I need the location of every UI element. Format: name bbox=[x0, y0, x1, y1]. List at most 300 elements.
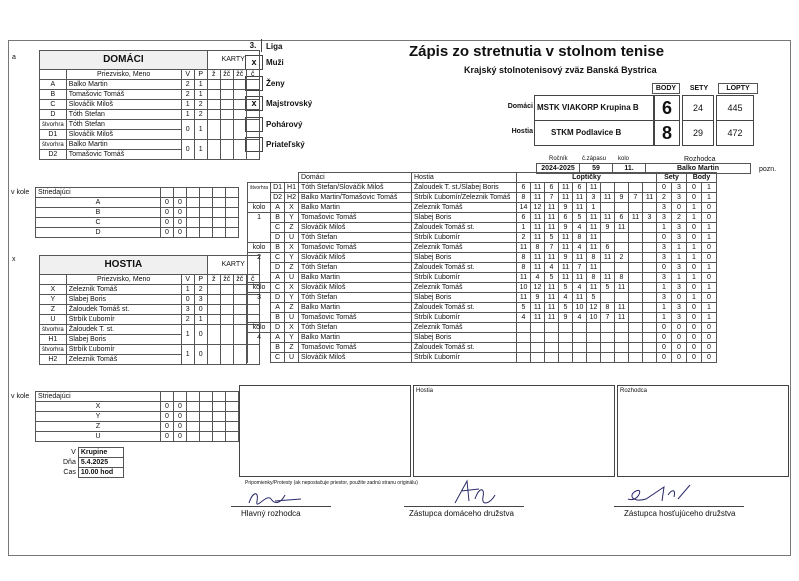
game-ball-score bbox=[628, 243, 642, 253]
game-points-home: 1 bbox=[686, 273, 701, 283]
game-round: kolo bbox=[248, 243, 271, 253]
sub-losses: 0 bbox=[174, 422, 187, 432]
card-cell bbox=[246, 100, 259, 110]
game-ball-score: 11 bbox=[572, 273, 586, 283]
game-points-home: 0 bbox=[686, 353, 701, 363]
game-round: štvorhra bbox=[248, 183, 271, 193]
game-ball-score: 8 bbox=[586, 273, 600, 283]
game-home-code: D bbox=[271, 263, 285, 273]
notes-box-rozhodca bbox=[617, 385, 789, 477]
game-ball-score: 11 bbox=[544, 253, 558, 263]
card-cell bbox=[233, 80, 246, 90]
corner-a-label: a bbox=[12, 54, 16, 61]
game-ball-score: 11 bbox=[558, 273, 572, 283]
game-row bbox=[248, 223, 717, 233]
game-home-code: C bbox=[271, 353, 285, 363]
player-letter: A bbox=[40, 80, 67, 90]
game-row bbox=[248, 193, 717, 203]
card-cell bbox=[200, 198, 213, 208]
game-sets-home: 3 bbox=[656, 203, 671, 213]
game-ball-score bbox=[586, 333, 600, 343]
games-header-sety: Sety bbox=[656, 173, 686, 183]
home_panel-name-header: Priezvisko, Meno bbox=[66, 70, 181, 80]
card-cell bbox=[200, 432, 213, 442]
game-home-player: Tomašovic Tomáš bbox=[298, 343, 411, 353]
game-home-player: Tóth Štefan bbox=[298, 293, 411, 303]
card-cell bbox=[200, 208, 213, 218]
game-sets-away: 3 bbox=[671, 303, 686, 313]
games-header-lopticky: Loptičky bbox=[516, 173, 656, 183]
game-ball-score bbox=[558, 333, 572, 343]
game-ball-score: 6 bbox=[572, 183, 586, 193]
game-ball-score: 11 bbox=[558, 243, 572, 253]
player-name: Tomašovic Tomáš bbox=[66, 90, 181, 100]
sub-losses: 0 bbox=[174, 198, 187, 208]
game-round: 4 bbox=[248, 333, 271, 343]
card-cell bbox=[220, 295, 233, 305]
game-ball-score bbox=[516, 353, 530, 363]
game-ball-score: 12 bbox=[530, 203, 544, 213]
sub-losses: 0 bbox=[174, 208, 187, 218]
home_panel-karty: KARTY bbox=[207, 51, 259, 70]
cislo-value: 59 bbox=[580, 164, 613, 174]
game-ball-score: 5 bbox=[544, 273, 558, 283]
game-ball-score: 11 bbox=[628, 213, 642, 223]
game-row bbox=[248, 203, 717, 213]
games-header-body: Body bbox=[686, 173, 716, 183]
card-cell bbox=[233, 295, 246, 305]
doubles-name-1: Balko Martin bbox=[66, 140, 181, 150]
game-row bbox=[248, 253, 717, 263]
away_panel-card-header-2: žč bbox=[233, 275, 246, 285]
card-cell bbox=[213, 208, 226, 218]
game-ball-score: 10 bbox=[516, 283, 530, 293]
game-away-code: Y bbox=[285, 213, 299, 223]
doubles-row bbox=[40, 140, 260, 150]
game-ball-score: 7 bbox=[544, 243, 558, 253]
doubles-row bbox=[40, 345, 260, 355]
game-ball-score bbox=[600, 183, 614, 193]
game-sets-away: 1 bbox=[671, 243, 686, 253]
game-ball-score bbox=[530, 333, 544, 343]
game-points-away: 0 bbox=[701, 273, 716, 283]
game-sets-away: 0 bbox=[671, 203, 686, 213]
game-points-away: 0 bbox=[701, 333, 716, 343]
card-cell bbox=[220, 315, 233, 325]
game-ball-score: 11 bbox=[642, 193, 656, 203]
player-losses: 0 bbox=[194, 305, 207, 315]
home_panel-title: DOMÁCI bbox=[40, 51, 208, 70]
player-row bbox=[40, 100, 260, 110]
doubles-wins: 1 bbox=[181, 325, 194, 345]
game-ball-score: 8 bbox=[516, 263, 530, 273]
game-sets-home: 3 bbox=[656, 253, 671, 263]
game-away-code: U bbox=[285, 273, 299, 283]
home-signature bbox=[449, 477, 499, 507]
away-balls: 472 bbox=[716, 120, 754, 146]
game-row bbox=[248, 313, 717, 323]
home-team-box bbox=[534, 95, 654, 121]
sub-wins: 0 bbox=[161, 218, 174, 228]
game-home-player: Balko Martin bbox=[298, 273, 411, 283]
game-away-player: Žaloudek Tomáš st. bbox=[411, 223, 516, 233]
game-points-away: 1 bbox=[701, 303, 716, 313]
player-letter: D bbox=[40, 110, 67, 120]
sig-label-away: Zástupca hosťujúceho družstva bbox=[624, 509, 736, 518]
game-away-code: X bbox=[285, 283, 299, 293]
game-ball-score bbox=[586, 323, 600, 333]
game-ball-score bbox=[586, 343, 600, 353]
category-check-3[interactable]: x bbox=[245, 96, 263, 111]
game-ball-score: 4 bbox=[572, 223, 586, 233]
card-cell bbox=[220, 345, 233, 365]
game-ball-score bbox=[628, 313, 642, 323]
card-cell bbox=[233, 285, 246, 295]
game-sets-home: 1 bbox=[656, 303, 671, 313]
game-ball-score bbox=[628, 283, 642, 293]
player-wins: 2 bbox=[181, 315, 194, 325]
game-ball-score: 6 bbox=[614, 213, 628, 223]
game-points-home: 0 bbox=[686, 233, 701, 243]
game-ball-score bbox=[600, 293, 614, 303]
game-ball-score: 5 bbox=[558, 303, 572, 313]
away-sets: 29 bbox=[682, 120, 714, 146]
corner-x-label: x bbox=[12, 256, 16, 263]
game-ball-score bbox=[628, 303, 642, 313]
game-ball-score: 10 bbox=[586, 313, 600, 323]
game-ball-score bbox=[600, 343, 614, 353]
game-ball-score: 11 bbox=[544, 203, 558, 213]
game-away-code: Y bbox=[285, 333, 299, 343]
card-cell bbox=[246, 110, 259, 120]
game-ball-score bbox=[628, 353, 642, 363]
game-home-code: D bbox=[271, 323, 285, 333]
game-sets-away: 0 bbox=[671, 343, 686, 353]
kolo-label: kolo bbox=[618, 156, 630, 162]
game-ball-score bbox=[614, 293, 628, 303]
game-ball-score bbox=[628, 273, 642, 283]
game-ball-score: 11 bbox=[586, 263, 600, 273]
away-team-name: STKM Podlavice B bbox=[551, 128, 622, 137]
doubles-label: štvorhra bbox=[40, 325, 67, 335]
player-wins: 3 bbox=[181, 305, 194, 315]
game-ball-score bbox=[628, 233, 642, 243]
card-cell bbox=[207, 315, 220, 325]
games-table bbox=[247, 172, 717, 363]
sig-label-referee: Hlavný rozhodca bbox=[241, 509, 301, 518]
category-check-0[interactable]: 3. bbox=[245, 39, 262, 52]
sub-losses: 0 bbox=[174, 218, 187, 228]
game-ball-score: 9 bbox=[558, 223, 572, 233]
game-ball-score: 11 bbox=[530, 183, 544, 193]
game-round bbox=[248, 233, 271, 243]
game-ball-score: 11 bbox=[586, 243, 600, 253]
game-home-player: Balko Martin bbox=[298, 303, 411, 313]
game-row bbox=[248, 353, 717, 363]
sub-losses: 0 bbox=[174, 228, 187, 238]
game-round bbox=[248, 303, 271, 313]
game-points-home: 1 bbox=[686, 293, 701, 303]
game-row bbox=[248, 283, 717, 293]
game-sets-away: 3 bbox=[671, 223, 686, 233]
game-ball-score bbox=[614, 243, 628, 253]
game-row bbox=[248, 333, 717, 343]
game-home-code: A bbox=[271, 303, 285, 313]
sub-letter: A bbox=[36, 198, 161, 208]
game-round: 2 bbox=[248, 253, 271, 263]
away_panel-title: HOSTIA bbox=[40, 256, 208, 275]
game-ball-score: 11 bbox=[544, 283, 558, 293]
game-ball-score bbox=[642, 323, 656, 333]
game-home-code: B bbox=[271, 243, 285, 253]
game-ball-score: 8 bbox=[516, 193, 530, 203]
game-ball-score: 4 bbox=[558, 293, 572, 303]
game-ball-score bbox=[628, 263, 642, 273]
home-label: Domáci bbox=[507, 103, 533, 110]
game-ball-score: 7 bbox=[628, 193, 642, 203]
card-cell bbox=[207, 80, 220, 90]
card-cell bbox=[226, 218, 239, 228]
game-round bbox=[248, 223, 271, 233]
game-ball-score: 11 bbox=[586, 213, 600, 223]
game-points-home: 1 bbox=[686, 213, 701, 223]
game-sets-away: 3 bbox=[671, 233, 686, 243]
player-wins: 0 bbox=[181, 295, 194, 305]
rozhodca-label: Rozhodca bbox=[684, 156, 716, 163]
doubles-row bbox=[40, 325, 260, 335]
doubles-name-2: Slabej Boris bbox=[66, 335, 181, 345]
card-cell bbox=[207, 100, 220, 110]
game-points-away: 0 bbox=[701, 213, 716, 223]
player-name: Zeleznik Tomáš bbox=[66, 285, 181, 295]
game-sets-away: 3 bbox=[671, 283, 686, 293]
card-cell bbox=[226, 432, 239, 442]
game-away-player: Štrbík Ľubomír bbox=[411, 233, 516, 243]
game-points-home: 1 bbox=[686, 243, 701, 253]
game-ball-score bbox=[628, 293, 642, 303]
venue-cas-label: Čas bbox=[63, 468, 76, 476]
game-ball-score: 11 bbox=[544, 223, 558, 233]
game-home-code: B bbox=[271, 343, 285, 353]
game-round: kolo bbox=[248, 323, 271, 333]
game-sets-away: 0 bbox=[671, 353, 686, 363]
game-ball-score bbox=[614, 203, 628, 213]
game-points-away: 1 bbox=[701, 193, 716, 203]
player-letter: X bbox=[40, 285, 67, 295]
game-ball-score: 9 bbox=[558, 203, 572, 213]
doubles-wins: 1 bbox=[181, 345, 194, 365]
game-ball-score: 11 bbox=[544, 213, 558, 223]
card-cell bbox=[233, 345, 246, 365]
game-ball-score: 11 bbox=[530, 303, 544, 313]
player-row bbox=[40, 285, 260, 295]
game-ball-score bbox=[614, 333, 628, 343]
game-home-code: A bbox=[271, 203, 285, 213]
game-home-player: Tóth Štefan bbox=[298, 263, 411, 273]
away_panel-sub-label1: v kole bbox=[11, 392, 30, 400]
card-cell bbox=[233, 90, 246, 100]
player-name: Tóth Štefan bbox=[66, 110, 181, 120]
game-ball-score bbox=[642, 313, 656, 323]
game-home-player: Balko Martin/Tomašovic Tomáš bbox=[298, 193, 411, 203]
game-away-player: Žaloudek T. st./Slabej Boris bbox=[411, 183, 516, 193]
game-ball-score bbox=[544, 333, 558, 343]
card-cell bbox=[233, 140, 246, 160]
game-away-player: Štrbík Ľubomír bbox=[411, 313, 516, 323]
game-away-code: X bbox=[285, 243, 299, 253]
game-ball-score: 6 bbox=[558, 213, 572, 223]
category-label-2: Ženy bbox=[266, 78, 285, 88]
card-cell bbox=[233, 110, 246, 120]
doubles-name-2: Zeleznik Tomáš bbox=[66, 355, 181, 365]
card-cell bbox=[246, 140, 259, 160]
game-ball-score bbox=[530, 343, 544, 353]
game-ball-score: 5 bbox=[516, 303, 530, 313]
game-points-home: 1 bbox=[686, 203, 701, 213]
game-ball-score: 5 bbox=[586, 293, 600, 303]
card-cell bbox=[220, 100, 233, 110]
game-ball-score: 6 bbox=[544, 183, 558, 193]
sub-row bbox=[9, 208, 239, 218]
player-wins: 1 bbox=[181, 285, 194, 295]
game-ball-score bbox=[558, 323, 572, 333]
card-cell bbox=[220, 285, 233, 295]
game-round: kolo bbox=[248, 283, 271, 293]
home_panel-sub-label2: Striedajúci bbox=[36, 188, 161, 198]
category-check-1[interactable]: x bbox=[245, 55, 263, 70]
game-away-player: Zeleznik Tomáš bbox=[411, 323, 516, 333]
game-ball-score: 11 bbox=[600, 273, 614, 283]
game-ball-score bbox=[628, 343, 642, 353]
game-sets-home: 0 bbox=[656, 323, 671, 333]
sub-letter: B bbox=[36, 208, 161, 218]
game-ball-score: 11 bbox=[558, 233, 572, 243]
sub-wins: 0 bbox=[161, 412, 174, 422]
game-home-player: Tóth Štefan bbox=[298, 323, 411, 333]
away_panel-roster-table bbox=[39, 255, 260, 365]
game-points-home: 0 bbox=[686, 283, 701, 293]
game-ball-score: 11 bbox=[600, 253, 614, 263]
game-ball-score: 11 bbox=[516, 243, 530, 253]
game-home-player: Slováčik Miloš bbox=[298, 223, 411, 233]
player-wins: 2 bbox=[181, 80, 194, 90]
game-ball-score bbox=[614, 353, 628, 363]
sub-wins: 0 bbox=[161, 402, 174, 412]
player-losses: 1 bbox=[194, 90, 207, 100]
game-round bbox=[248, 313, 271, 323]
sub-row bbox=[9, 218, 239, 228]
game-points-away: 0 bbox=[701, 203, 716, 213]
home_panel-subs-table bbox=[9, 187, 239, 238]
game-ball-score bbox=[586, 353, 600, 363]
sub-letter: Y bbox=[36, 412, 161, 422]
doubles-name-1: Žaloudek T. st. bbox=[66, 325, 181, 335]
game-sets-home: 3 bbox=[656, 243, 671, 253]
game-ball-score: 11 bbox=[530, 193, 544, 203]
sub-wins: 0 bbox=[161, 228, 174, 238]
doubles-pair-code: D2 bbox=[40, 150, 67, 160]
card-cell bbox=[246, 90, 259, 100]
game-round bbox=[248, 263, 271, 273]
away-label: Hostia bbox=[511, 128, 533, 135]
game-ball-score: 4 bbox=[544, 263, 558, 273]
home_panel-card-header-0: ž bbox=[207, 70, 220, 80]
game-ball-score: 11 bbox=[516, 273, 530, 283]
game-ball-score bbox=[544, 353, 558, 363]
game-round bbox=[248, 353, 271, 363]
game-points-away: 0 bbox=[701, 353, 716, 363]
card-cell bbox=[213, 432, 226, 442]
game-ball-score bbox=[572, 333, 586, 343]
game-points-away: 1 bbox=[701, 263, 716, 273]
game-sets-home: 1 bbox=[656, 283, 671, 293]
referee-signature bbox=[245, 487, 305, 509]
away_panel-karty: KARTY bbox=[207, 256, 259, 275]
doubles-name-1: Tóth Štefan bbox=[66, 120, 181, 130]
player-wins: 1 bbox=[181, 110, 194, 120]
game-round bbox=[248, 193, 271, 203]
sub-letter: C bbox=[36, 218, 161, 228]
game-away-player: Štrbík Ľubomír bbox=[411, 353, 516, 363]
game-home-code: A bbox=[271, 273, 285, 283]
game-away-player: Slabej Boris bbox=[411, 293, 516, 303]
game-ball-score bbox=[614, 343, 628, 353]
home-team-name: MSTK VIAKORP Krupina B bbox=[537, 103, 639, 112]
card-cell bbox=[220, 90, 233, 100]
games-header-domaci: Domáci bbox=[298, 173, 411, 183]
game-away-code: Y bbox=[285, 293, 299, 303]
game-row bbox=[248, 233, 717, 243]
score-sheet bbox=[8, 40, 791, 556]
game-ball-score: 11 bbox=[586, 233, 600, 243]
game-ball-score: 11 bbox=[614, 223, 628, 233]
game-sets-home: 2 bbox=[656, 193, 671, 203]
game-home-code: D1 bbox=[271, 183, 285, 193]
notes-hostia-label: Hostia bbox=[416, 388, 434, 394]
game-ball-score: 7 bbox=[600, 313, 614, 323]
game-sets-away: 1 bbox=[671, 253, 686, 263]
page-title: Zápis zo stretnutia v stolnom tenise bbox=[409, 43, 665, 60]
game-away-player: Štrbík Ľubomír bbox=[411, 273, 516, 283]
game-ball-score: 5 bbox=[600, 283, 614, 293]
game-ball-score: 4 bbox=[516, 313, 530, 323]
player-wins: 2 bbox=[181, 90, 194, 100]
home-balls: 445 bbox=[716, 95, 754, 121]
game-ball-score bbox=[628, 253, 642, 263]
game-ball-score bbox=[600, 333, 614, 343]
home_panel-roster-table bbox=[39, 50, 260, 160]
game-home-code: D bbox=[271, 293, 285, 303]
game-ball-score: 4 bbox=[530, 273, 544, 283]
game-ball-score bbox=[628, 203, 642, 213]
game-home-code: C bbox=[271, 253, 285, 263]
game-ball-score: 11 bbox=[530, 253, 544, 263]
game-ball-score bbox=[614, 183, 628, 193]
card-cell bbox=[220, 110, 233, 120]
game-home-player: Tóth Štefan/Slováčik Miloš bbox=[298, 183, 411, 193]
notes-box-domaci bbox=[239, 385, 411, 477]
rocnik-value: 2024-2025 bbox=[537, 164, 580, 174]
game-round bbox=[248, 273, 271, 283]
home_panel-card-header-3: č bbox=[246, 70, 259, 80]
venue-dna-label: Dňa bbox=[63, 458, 76, 466]
category-label-4: Pohárový bbox=[266, 119, 303, 129]
sub-letter: D bbox=[36, 228, 161, 238]
game-ball-score: 11 bbox=[586, 183, 600, 193]
game-points-home: 0 bbox=[686, 263, 701, 273]
game-sets-away: 3 bbox=[671, 263, 686, 273]
sub-row bbox=[9, 432, 239, 442]
